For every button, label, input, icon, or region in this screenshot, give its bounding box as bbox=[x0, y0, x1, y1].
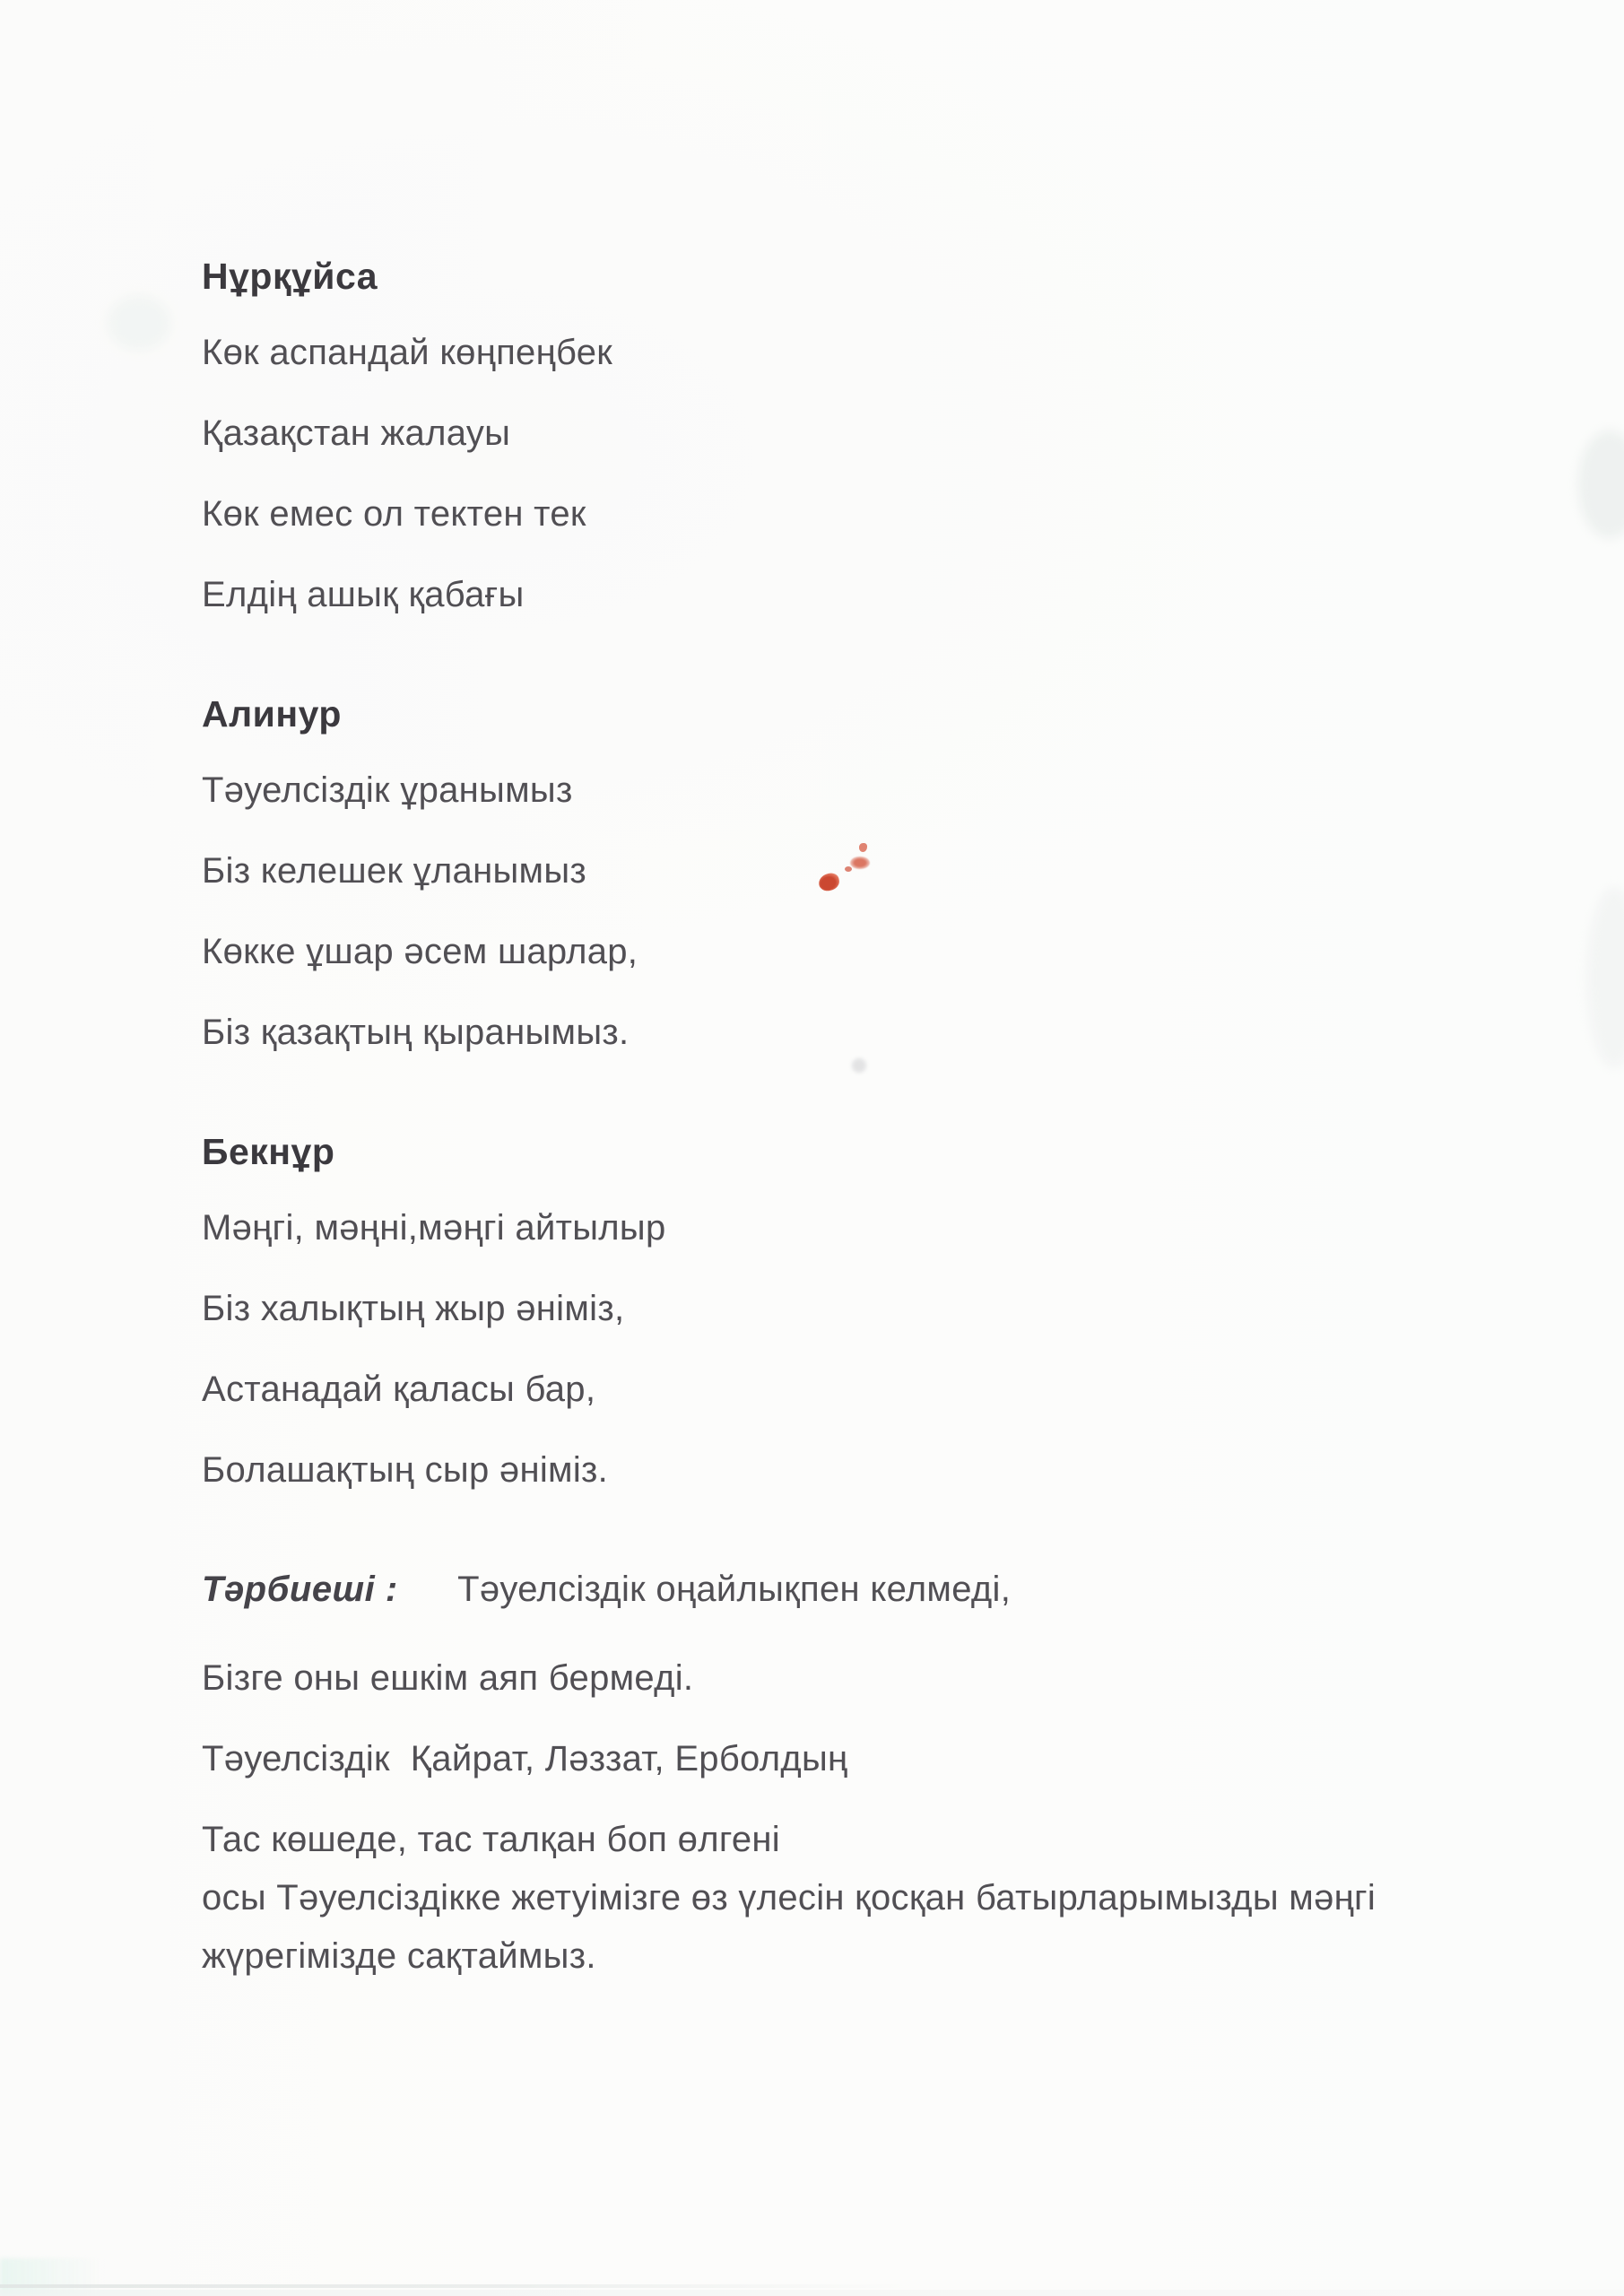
poem-line: Біз қазақтың қыранымыз. bbox=[202, 1013, 630, 1052]
scan-smudge bbox=[108, 296, 170, 350]
poem-line: Біз халықтың жыр әніміз, bbox=[202, 1289, 625, 1328]
poem-line: осы Тәуелсіздікке жетуімізге өз үлесін қосқан батырларымызды мәңгі bbox=[202, 1878, 1376, 1918]
scan-smudge bbox=[1578, 430, 1624, 538]
poem-line: Тәуелсіздік Қайрат, Ләззат, Ерболдың bbox=[202, 1739, 848, 1779]
poem-line: Қазақстан жалауы bbox=[202, 413, 511, 453]
stanza-heading: Бекнұр bbox=[202, 1131, 335, 1172]
poem-line: Бізге оны ешкім аяп бермеді. bbox=[202, 1658, 694, 1698]
poem-line: Тас көшеде, тас талқан боп өлгені bbox=[202, 1820, 780, 1859]
scan-edge-artifact bbox=[0, 2290, 1624, 2296]
scan-smudge bbox=[1587, 888, 1624, 1067]
poem-line: Көк емес ол тектен тек bbox=[202, 494, 586, 534]
poem-line: Көкке ұшар әсем шарлар, bbox=[202, 932, 638, 971]
speaker-label: Тәрбиеші : bbox=[202, 1570, 398, 1609]
poem-line: Мәңгі, мәңні,мәңгі айтылыр bbox=[202, 1208, 666, 1248]
poem-line: Көк аспандай көңпеңбек bbox=[202, 333, 613, 372]
stanza-heading: Нұрқұйса bbox=[202, 256, 378, 297]
poem-line: Болашақтың сыр әніміз. bbox=[202, 1450, 609, 1490]
stanza-nurquysa bbox=[202, 258, 1547, 613]
scan-edge-artifact bbox=[0, 2284, 910, 2288]
stanza-tarbieshi bbox=[202, 1571, 1547, 1974]
poem-line: Тәуелсіздік ұранымыз bbox=[202, 770, 573, 810]
poem-line: Астанадай қаласы бар, bbox=[202, 1370, 596, 1409]
stanza-beknur bbox=[202, 1131, 1547, 1490]
speaker-text: Тәуелсіздік оңайлықпен келмеді, bbox=[457, 1570, 1012, 1609]
stanza-alinur bbox=[202, 693, 1547, 1052]
poem-line: Біз келешек ұланымыз bbox=[202, 851, 587, 891]
poem-line: жүрегімізде сақтаймыз. bbox=[202, 1936, 596, 1976]
stanza-heading: Алинур bbox=[202, 693, 342, 735]
poem-content bbox=[202, 258, 1547, 1996]
speaker-line bbox=[202, 1571, 1547, 1615]
poem-line: Елдің ашық қабағы bbox=[202, 575, 525, 614]
